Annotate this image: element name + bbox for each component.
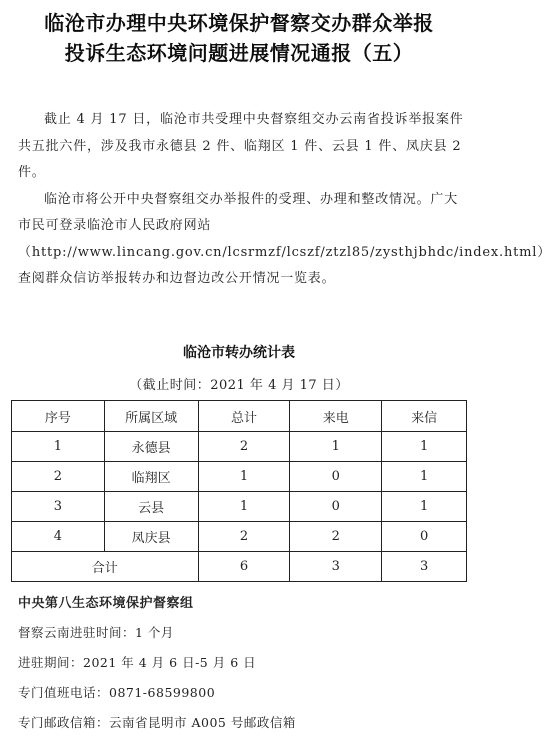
total-phone: 3 bbox=[290, 552, 382, 582]
paragraph-disclosure bbox=[18, 187, 551, 293]
inspection-group-name: 中央第八生态环境保护督察组 bbox=[18, 596, 194, 611]
table-row bbox=[12, 492, 467, 522]
cell-letter: 1 bbox=[382, 492, 467, 522]
header-letter: 来信 bbox=[382, 401, 467, 432]
cell-region: 临翔区 bbox=[104, 462, 198, 492]
total-count: 6 bbox=[198, 552, 290, 582]
cell-index: 4 bbox=[12, 522, 105, 552]
header-phone: 来电 bbox=[290, 401, 382, 432]
inspection-duration: 督察云南进驻时间：1 个月 bbox=[18, 625, 174, 640]
disclosure-suffix: ）查阅群众信访举报转办和边督边改公开情况一览表。 bbox=[18, 244, 551, 286]
inspection-period: 进驻期间：2021 年 4 月 6 日-5 月 6 日 bbox=[18, 655, 257, 670]
cell-region: 永德县 bbox=[104, 432, 198, 462]
cell-region: 云县 bbox=[104, 492, 198, 522]
disclosure-prefix: 临沧市将公开中央督察组交办举报件的受理、办理和整改情况。广大市民可登录临沧市人民政府网站（ bbox=[18, 191, 459, 260]
postal-mailbox: 专门邮政信箱：云南省昆明市 A005 号邮政信箱 bbox=[18, 715, 296, 730]
title-line-2: 投诉生态环境问题进展情况通报（五） bbox=[64, 41, 414, 65]
total-label: 合计 bbox=[12, 552, 199, 582]
table-title: 临沧市转办统计表 bbox=[183, 345, 295, 361]
cell-letter: 1 bbox=[382, 432, 467, 462]
cell-index: 3 bbox=[12, 492, 105, 522]
title-line-1: 临沧市办理中央环境保护督察交办群众举报 bbox=[44, 11, 434, 35]
page-title bbox=[0, 8, 478, 68]
table-row bbox=[12, 432, 467, 462]
cell-total: 2 bbox=[198, 432, 290, 462]
table-header-row bbox=[12, 401, 467, 432]
cell-index: 1 bbox=[12, 432, 105, 462]
cell-letter: 1 bbox=[382, 462, 467, 492]
header-total: 总计 bbox=[198, 401, 290, 432]
hotline-phone: 专门值班电话：0871-68599800 bbox=[18, 685, 216, 700]
referral-stats-table bbox=[11, 400, 467, 582]
paragraph-summary: 截止 4 月 17 日，临沧市共受理中央督察组交办云南省投诉举报案件共五批六件，涉及我市永德县 2 件、临翔区 1 件、云县 1 件、凤庆县 2 件。 bbox=[18, 112, 464, 180]
table-total-row bbox=[12, 552, 467, 582]
cell-letter: 0 bbox=[382, 522, 467, 552]
table-row bbox=[12, 462, 467, 492]
header-index: 序号 bbox=[12, 401, 105, 432]
cell-total: 1 bbox=[198, 462, 290, 492]
body-text bbox=[18, 107, 551, 293]
header-region: 所属区域 bbox=[104, 401, 198, 432]
cell-phone: 0 bbox=[290, 492, 382, 522]
cell-phone: 1 bbox=[290, 432, 382, 462]
table-row bbox=[12, 522, 467, 552]
cell-total: 1 bbox=[198, 492, 290, 522]
website-url[interactable]: http://www.lincang.gov.cn/lcsrmzf/lcszf/ztzl85/zysthjbhdc/index.html bbox=[31, 244, 538, 260]
cell-index: 2 bbox=[12, 462, 105, 492]
table-subtitle: （截止时间：2021 年 4 月 17 日） bbox=[129, 378, 349, 393]
cell-total: 2 bbox=[198, 522, 290, 552]
cell-region: 凤庆县 bbox=[104, 522, 198, 552]
cell-phone: 2 bbox=[290, 522, 382, 552]
total-letter: 3 bbox=[382, 552, 467, 582]
cell-phone: 0 bbox=[290, 462, 382, 492]
